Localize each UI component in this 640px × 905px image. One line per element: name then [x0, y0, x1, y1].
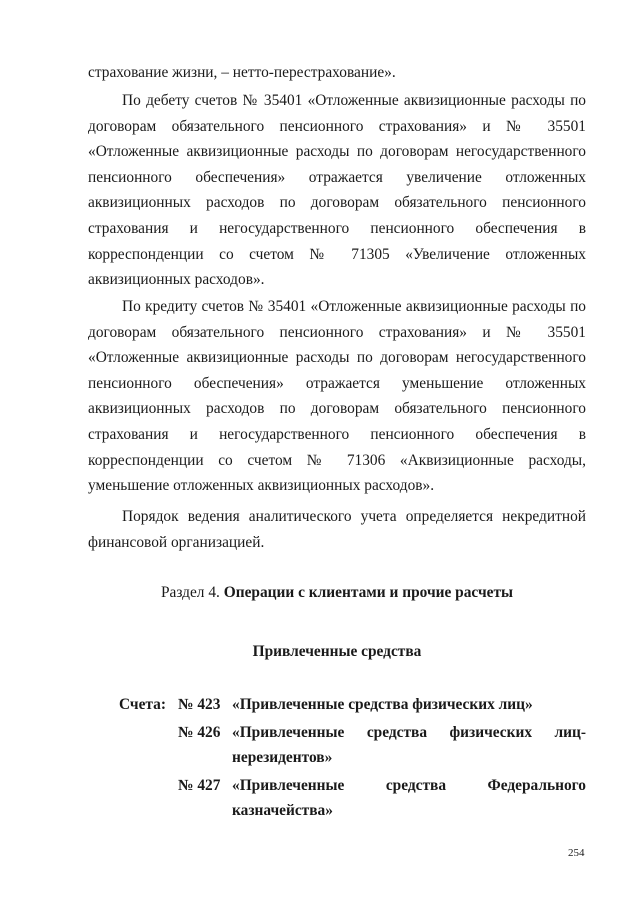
- page-number: 254: [568, 847, 585, 859]
- paragraph-debit: По дебету счетов № 35401 «Отложенные аквизиционные расходы по договорам обязательного пенсионного страхования» и № 35501 «Отложенные аквизиционные расходы по договорам негосударственного пенсионного обеспечения» отражается увеличение отложенных аквизиционных расходов по договорам обязательного пенсионного страхования и негосударственного пенсионного обеспечения в корреспонденции со счетом № 71305 «Увеличение отложенных аквизиционных расходов».: [88, 92, 586, 289]
- account-name: «Привлеченные средства физических лиц»: [232, 696, 533, 713]
- account-number: № 427: [178, 777, 221, 794]
- accounts-label: Счета:: [119, 696, 166, 713]
- subsection-heading: Привлеченные средства: [252, 643, 422, 660]
- section-prefix: Раздел 4.: [160, 584, 224, 601]
- section-heading: [88, 582, 586, 604]
- paragraph-analytical-accounting: Порядок ведения аналитического учета определяется некредитной финансовой организацией.: [88, 508, 586, 551]
- account-number: № 423: [178, 696, 221, 713]
- paragraph-continuation: страхование жизни, – нетто-перестрахование».: [88, 64, 396, 81]
- section-title: Операции с клиентами и прочие расчеты: [223, 584, 514, 601]
- paragraph-credit: По кредиту счетов № 35401 «Отложенные аквизиционные расходы по договорам обязательного пенсионного страхования» и № 35501 «Отложенные аквизиционные расходы по договорам негосударственного пенсионного обеспечения» отражается уменьшение отложенных аквизиционных расходов по договорам обязательного пенсионного страхования и негосударственного пенсионного обеспечения в корреспонденции со счетом № 71306 «Аквизиционные расходы, уменьшение отложенных аквизиционных расходов».: [88, 298, 586, 495]
- account-number: № 426: [178, 724, 221, 741]
- account-name: «Привлеченные средства Федерального казначейства»: [232, 777, 586, 819]
- account-name: «Привлеченные средства физических лиц-нерезидентов»: [232, 724, 586, 766]
